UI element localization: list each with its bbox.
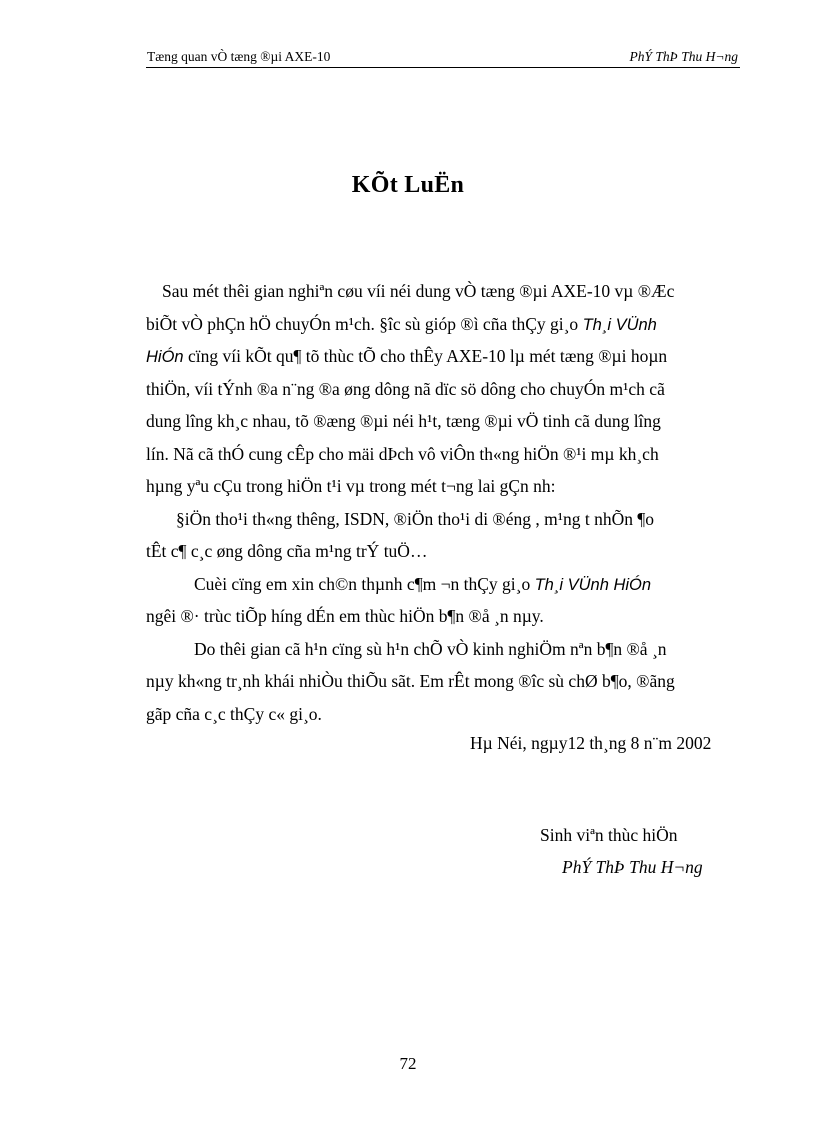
text-run: cïng víi kÕt qu¶ tõ thùc tÕ cho thÊy AXE-10 lµ mét tæng ®µi hoµn	[183, 346, 668, 366]
paragraph-line	[146, 308, 742, 341]
body-text	[146, 275, 742, 730]
paragraph-line	[146, 633, 742, 666]
text-run: gãp cña c¸c thÇy c« gi¸o.	[146, 703, 322, 724]
text-run: ngêi ®· trùc tiÕp híng dÉn em thùc hiÖn b¶n ®å ¸n nµy.	[146, 606, 544, 626]
teacher-name-part: HiÓn	[146, 348, 184, 366]
paragraph-line	[146, 698, 742, 731]
teacher-name-part: Th¸i VÜnh	[582, 315, 657, 334]
paragraph-line	[146, 405, 742, 438]
text-run: thiÖn, víi tÝnh ®a n¨ng ®a øng dông nã dïc sö dông cho chuyÓn m¹ch cã	[146, 378, 665, 399]
date-line: Hµ Néi, ngµy12 th¸ng 8 n¨m 2002	[470, 733, 712, 753]
text-run: dung lîng kh¸c nhau, tõ ®æng ®µi néi h¹t, tæng ®µi vÖ tinh cã dung lîng	[146, 411, 661, 431]
page-header	[146, 48, 740, 68]
text-run: Sau mét thêi gian nghiªn cøu víi néi dung vÒ tæng ®µi AXE-10 vµ ®Æc	[162, 281, 675, 301]
paragraph-line	[146, 438, 742, 471]
text-run: lín. Nã cã thÓ cung cÊp cho mäi dÞch vô viÔn th«ng hiÖn ®¹i mµ kh¸ch	[146, 443, 659, 464]
text-run: tÊt c¶ c¸c øng dông cña m¹ng trÝ tuÖ…	[146, 541, 428, 561]
text-run: Do thêi gian cã h¹n cïng sù h¹n chÕ vÒ kinh nghiÖm nªn b¶n ®å ¸n	[194, 638, 667, 659]
paragraph-line	[146, 665, 742, 698]
signer-name: PhÝ ThÞ Thu H¬ng	[562, 857, 703, 877]
text-run: biÕt vÒ phÇn hÖ chuyÓn m¹ch. §îc sù gióp ®ì cña thÇy gi¸o	[146, 313, 583, 334]
paragraph-line	[146, 600, 742, 633]
signer-role: Sinh viªn thùc hiÖn	[540, 825, 678, 845]
paragraph-line	[146, 535, 742, 568]
text-run: Cuèi cïng em xin ch©n thµnh c¶m ¬n thÇy gi¸o	[194, 573, 535, 594]
text-run: nµy kh«ng tr¸nh khái nhiÒu thiÕu sãt. Em rÊt mong ®îc sù chØ b¶o, ®ãng	[146, 671, 675, 691]
paragraph-line	[146, 340, 742, 373]
text-run: §iÖn tho¹i th«ng thêng, ISDN, ®iÖn tho¹i di ®éng , m¹ng t nhÕn ¶o	[176, 508, 655, 529]
header-title: Tæng quan vÒ tæng ®µi AXE-10	[147, 49, 331, 64]
paragraph-line	[146, 275, 742, 308]
header-author: PhÝ ThÞ Thu H¬ng	[629, 49, 738, 64]
paragraph-line	[146, 503, 742, 536]
paragraph-line	[146, 568, 742, 601]
page-title: KÕt LuËn	[351, 172, 465, 198]
page-number: 72	[399, 1054, 417, 1073]
text-run: hµng yªu cÇu trong hiÖn t¹i vµ trong mét t¬ng lai gÇn nh:	[146, 476, 556, 496]
teacher-name: Th¸i VÜnh HiÓn	[534, 575, 652, 594]
paragraph-line	[146, 470, 742, 503]
paragraph-line	[146, 373, 742, 406]
